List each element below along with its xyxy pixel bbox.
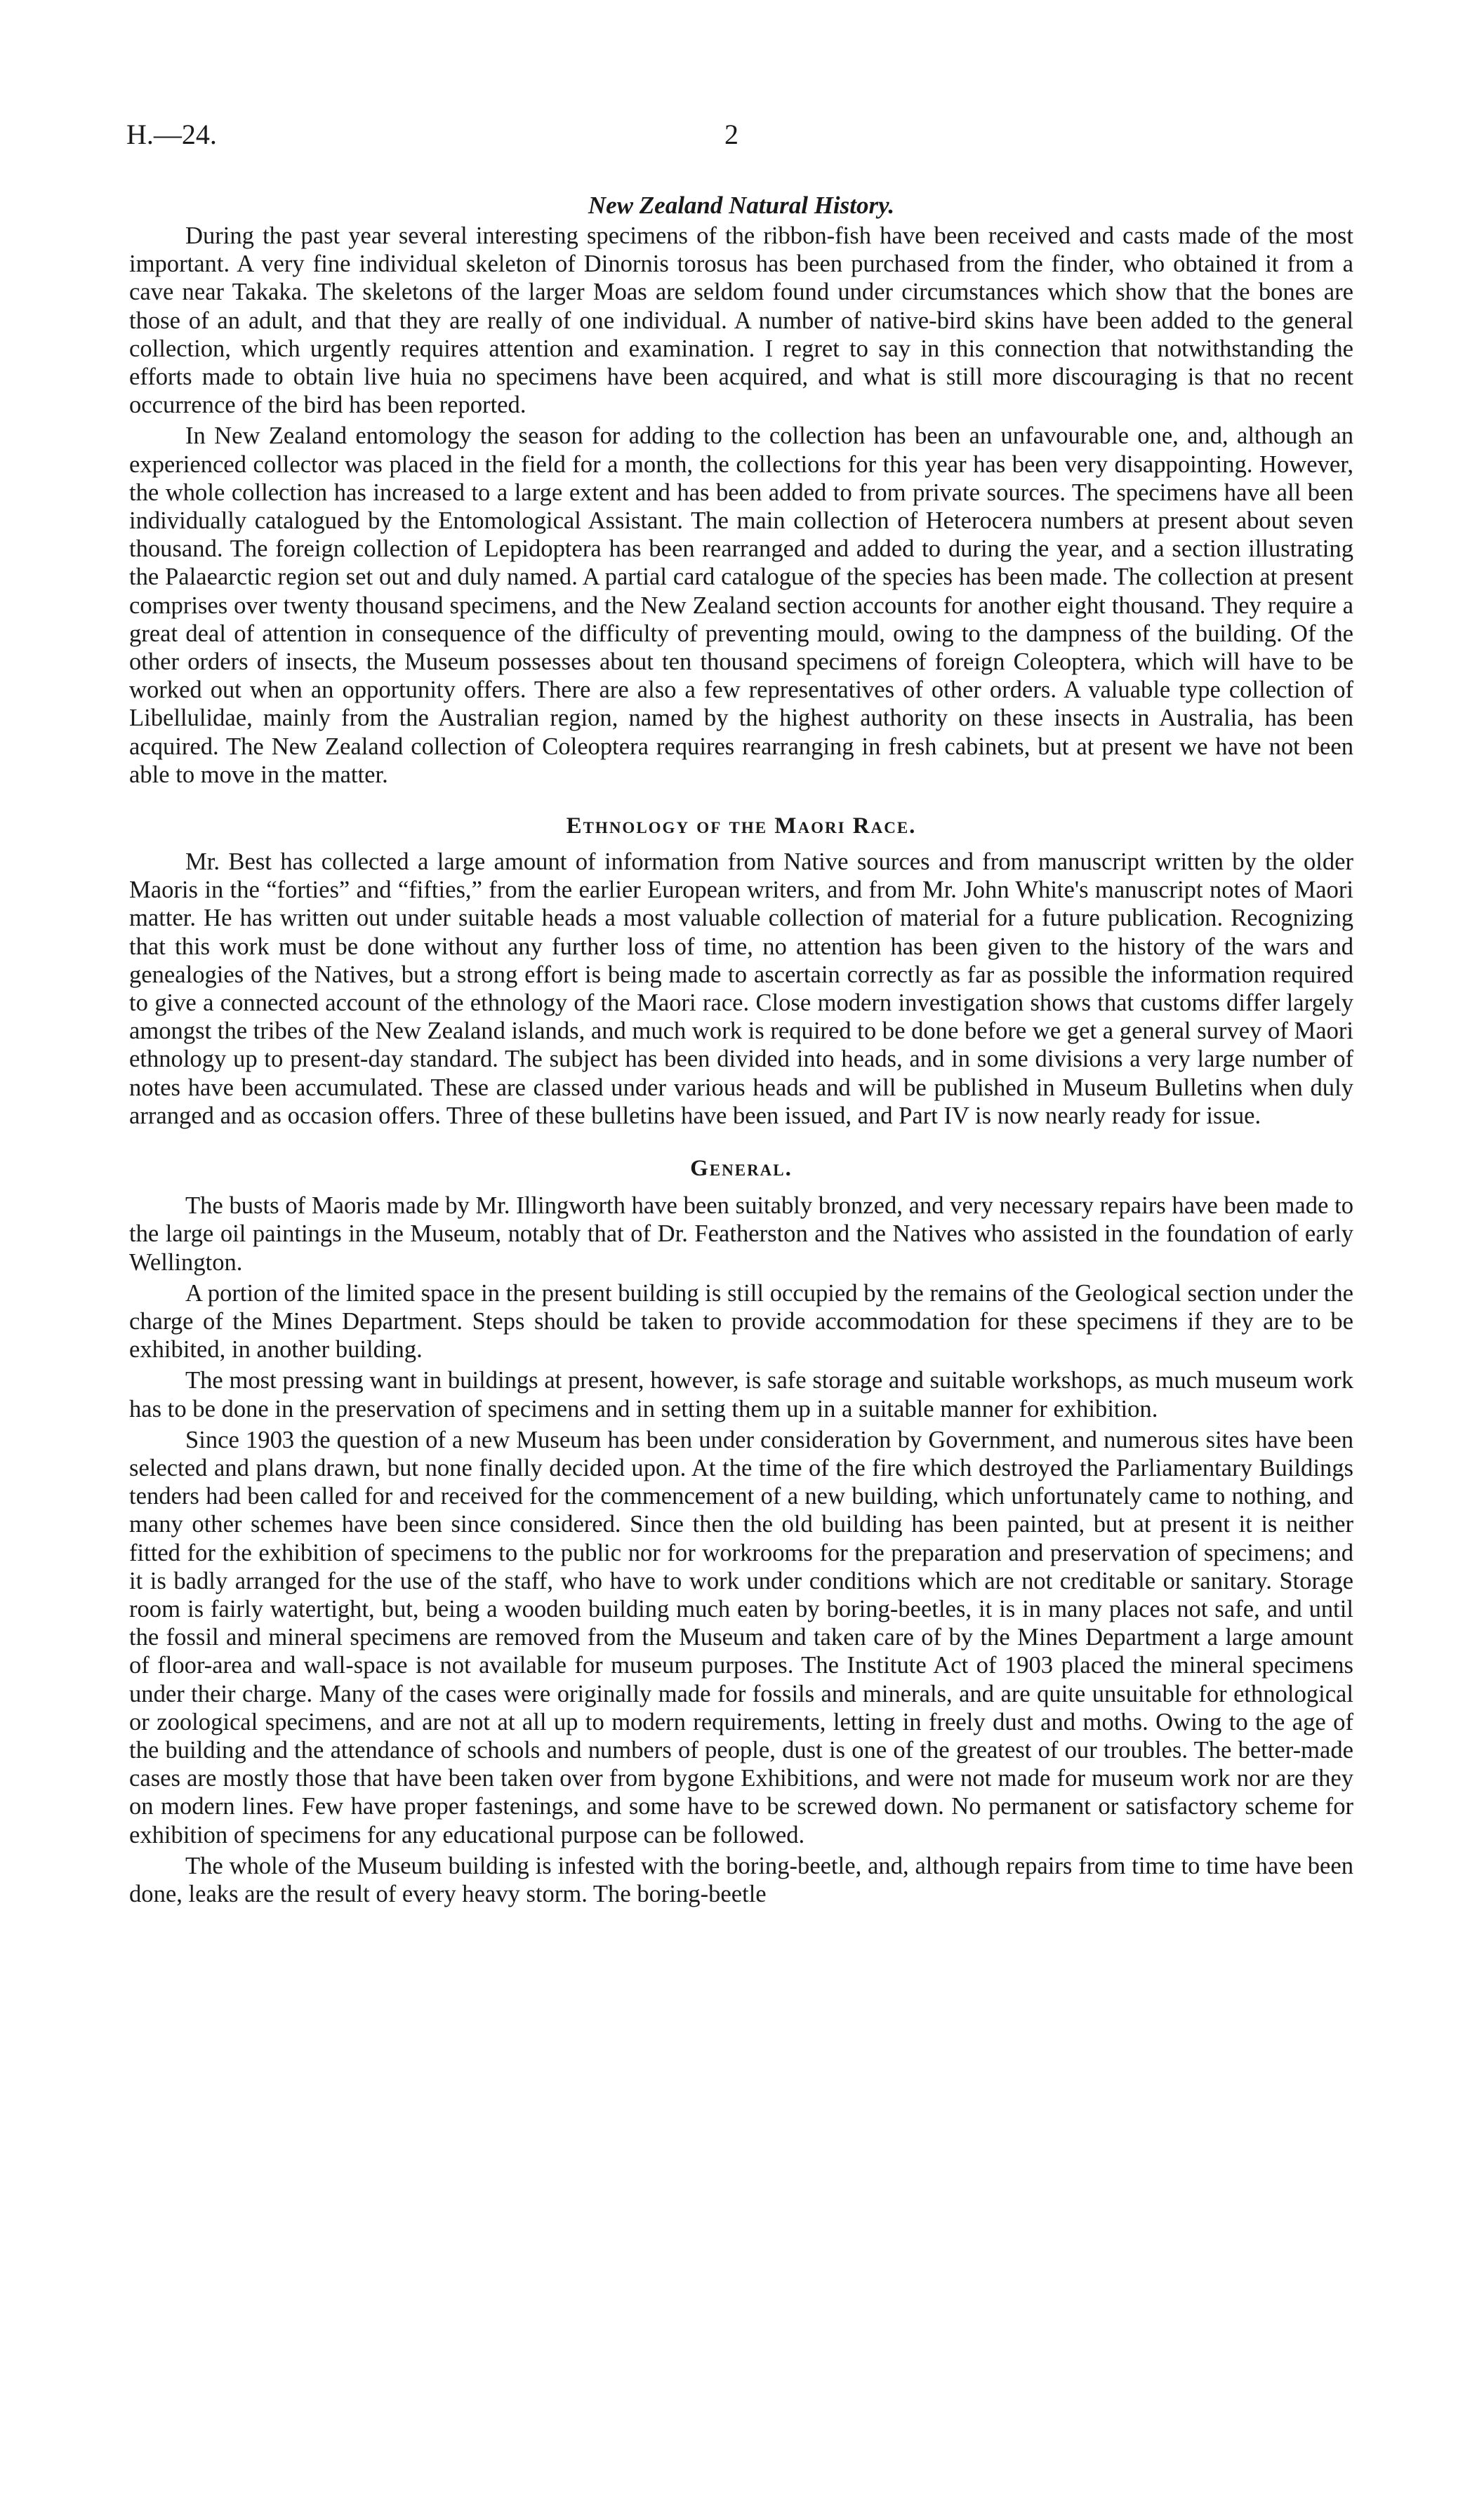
- document-body: [129, 191, 1353, 1908]
- paragraph: In New Zealand entomology the season for adding to the collection has been an unfavourable one, and, although an experienced collector was placed in the field for a month, the collections for this year has been very disappointing. However, the whole collection has increased to a large extent and has been added to from private sources. The specimens have all been individually catalogued by the Entomological Assistant. The main collection of Heterocera numbers at present about seven thousand. The foreign collection of Lepidoptera has been rearranged and added to during the year, and a section illustrating the Palaearctic region set out and duly named. A partial card catalogue of the species has been made. The collection at present comprises over twenty thousand specimens, and the New Zealand section accounts for another eight thousand. They require a great deal of attention in consequence of the difficulty of preventing mould, owing to the dampness of the building. Of the other orders of insects, the Museum possesses about ten thousand specimens of foreign Coleoptera, which will have to be worked out when an opportunity offers. There are also a few representatives of other orders. A valuable type collection of Libellulidae, mainly from the Australian region, named by the highest authority on these insects in Australia, has been acquired. The New Zealand collection of Coleoptera requires rearranging in fresh cabinets, but at present we have not been able to move in the matter.: [129, 422, 1353, 788]
- section-heading-ethnology: Ethnology of the Maori Race.: [566, 813, 917, 839]
- document-reference: H.—24.: [126, 119, 217, 150]
- page-number: 2: [724, 119, 738, 150]
- paragraph: A portion of the limited space in the present building is still occupied by the remains of the Geological section under the charge of the Mines Department. Steps should be taken to provide accommodation for these specimens if they are to be exhibited, in another building.: [129, 1279, 1353, 1364]
- paragraph: Since 1903 the question of a new Museum has been under consideration by Government, and numerous sites have been selected and plans drawn, but none finally decided upon. At the time of the fire which destroyed the Parliamentary Buildings tenders had been called for and received for the commencement of a new building, which unfortunately came to nothing, and many other schemes have been since considered. Since then the old building has been painted, but at present it is neither fitted for the exhibition of specimens to the public nor for workrooms for the preparation and preservation of specimens; and it is badly arranged for the use of the staff, who have to work under conditions which are not creditable or sanitary. Storage room is fairly watertight, but, being a wooden building much eaten by boring-beetles, it is in many places not safe, and until the fossil and mineral specimens are removed from the Museum and taken care of by the Mines Department a large amount of floor-area and wall-space is not available for museum purposes. The Institute Act of 1903 placed the mineral specimens under their charge. Many of the cases were originally made for fossils and minerals, and are quite unsuitable for ethnological or zoological specimens, and are not at all up to modern requirements, letting in freely dust and moths. Owing to the age of the building and the attendance of schools and numbers of people, dust is one of the greatest of our troubles. The better-made cases are mostly those that have been taken over from bygone Exhibitions, and were not made for museum work nor are they on modern lines. Few have proper fastenings, and some have to be screwed down. No permanent or satisfactory scheme for exhibition of specimens for any educational purpose can be followed.: [129, 1426, 1353, 1848]
- paragraph: Mr. Best has collected a large amount of information from Native sources and from manuscript written by the older Maoris in the “forties” and “fifties,” from the earlier European writers, and from Mr. John White's manuscript notes of Maori matter. He has written out under suitable heads a most valuable collection of material for a future publication. Recognizing that this work must be done without any further loss of time, no attention has been given to the history of the wars and genealogies of the Natives, but a strong effort is being made to ascertain correctly as far as possible the information required to give a connected account of the ethnology of the Maori race. Close modern investigation shows that customs differ largely amongst the tribes of the New Zealand islands, and much work is required to be done before we get a general survey of Maori ethnology up to present-day standard. The subject has been divided into heads, and in some divisions a very large number of notes have been accumulated. These are classed under various heads and will be published in Museum Bulletins when duly arranged and as occasion offers. Three of these bulletins have been issued, and Part IV is now nearly ready for issue.: [129, 848, 1353, 1129]
- paragraph: During the past year several interesting specimens of the ribbon-fish have been received and casts made of the most important. A very fine individual skeleton of Dinornis torosus has been purchased from the finder, who obtained it from a cave near Takaka. The skeletons of the larger Moas are seldom found under circumstances which show that the bones are those of an adult, and that they are really of one individual. A number of native-bird skins have been added to the general collection, which urgently requires attention and examination. I regret to say in this connection that notwithstanding the efforts made to obtain live huia no specimens have been acquired, and what is still more discouraging is that no recent occurrence of the bird has been reported.: [129, 222, 1353, 419]
- paragraph: The most pressing want in buildings at present, however, is safe storage and suitable workshops, as much museum work has to be done in the preservation of specimens and in setting them up in a suitable manner for exhibition.: [129, 1367, 1353, 1422]
- page-header: [126, 118, 1358, 160]
- section-heading-natural-history: New Zealand Natural History.: [588, 192, 895, 219]
- paragraph: The whole of the Museum building is infested with the boring-beetle, and, although repairs from time to time have been done, leaks are the result of every heavy storm. The boring-beetle: [129, 1852, 1353, 1907]
- paragraph: The busts of Maoris made by Mr. Illingworth have been suitably bronzed, and very necessary repairs have been made to the large oil paintings in the Museum, notably that of Dr. Featherston and the Natives who assisted in the foundation of early Wellington.: [129, 1192, 1353, 1276]
- section-heading-general: General.: [690, 1156, 793, 1182]
